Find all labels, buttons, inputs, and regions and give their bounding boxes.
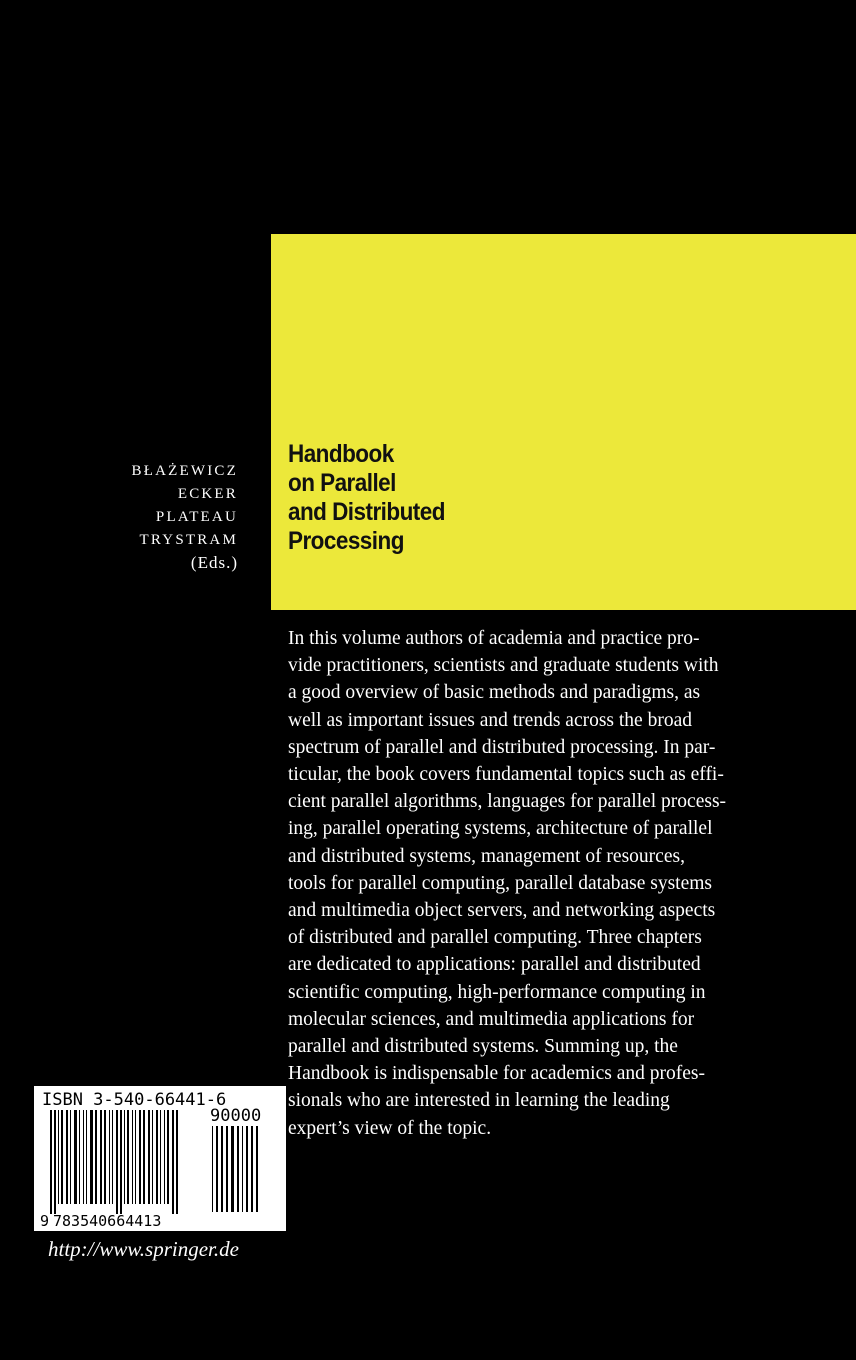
description-line: tools for parallel computing, parallel database systems: [288, 872, 713, 894]
barcode-bar: [58, 1110, 59, 1204]
description-line: cient parallel algorithms, languages for parallel process-: [288, 791, 727, 813]
barcode-bar: [79, 1110, 80, 1204]
barcode-bar: [116, 1110, 118, 1214]
editor-name: TRYSTRAM: [139, 532, 238, 548]
barcode-bar: [246, 1126, 248, 1212]
barcode-bar: [132, 1110, 133, 1204]
book-description: [288, 625, 808, 1142]
barcode-bar: [221, 1126, 223, 1212]
barcode-bar: [74, 1110, 77, 1204]
barcode-bar: [66, 1110, 68, 1204]
publisher-website[interactable]: http://www.springer.de: [48, 1237, 239, 1261]
barcode-bar: [148, 1110, 150, 1204]
description-line: a good overview of basic methods and paradigms, as: [288, 682, 701, 704]
barcode-bar: [70, 1110, 71, 1204]
isbn-barcode: [34, 1086, 286, 1231]
description-line: scientific computing, high-performance computing in: [288, 981, 706, 1003]
title-line: on Parallel: [288, 469, 396, 497]
book-title: [288, 440, 588, 556]
description-line: parallel and distributed systems. Summing up, the: [288, 1036, 678, 1058]
barcode-bar: [251, 1126, 253, 1212]
addon-bars: [212, 1126, 258, 1212]
barcode-bar: [160, 1110, 161, 1204]
barcode-bar: [135, 1110, 136, 1204]
barcode-bar: [83, 1110, 84, 1204]
ean-bars: [50, 1110, 178, 1214]
ean-lead-digit: 9: [40, 1212, 50, 1230]
barcode-bar: [86, 1110, 87, 1204]
description-line: and multimedia object servers, and networking aspects: [288, 900, 716, 922]
barcode-bar: [109, 1110, 110, 1204]
description-line: ing, parallel operating systems, architecture of parallel: [288, 818, 713, 840]
barcode-bar: [95, 1110, 97, 1204]
isbn-text: ISBN 3-540-66441-6: [42, 1090, 227, 1110]
barcode-bar: [226, 1126, 228, 1212]
ean-digits: 783540664413: [53, 1212, 162, 1230]
barcode-bar: [50, 1110, 52, 1214]
barcode-bar: [172, 1110, 174, 1214]
barcode-bar: [231, 1126, 234, 1212]
description-line: sionals who are interested in learning the leading: [288, 1090, 670, 1112]
barcode-bar: [256, 1126, 258, 1212]
barcode-bar: [152, 1110, 153, 1204]
description-line: expert’s view of the topic.: [288, 1117, 492, 1139]
editor-name: ECKER: [177, 486, 238, 502]
description-line: molecular sciences, and multimedia applications for: [288, 1008, 695, 1030]
description-line: Handbook is indispensable for academics and profes-: [288, 1063, 705, 1085]
barcode-bar: [212, 1126, 213, 1212]
barcode-bar: [90, 1110, 93, 1204]
barcode-bar: [124, 1110, 125, 1204]
title-line: and Distributed: [288, 498, 445, 526]
barcode-bar: [156, 1110, 158, 1204]
title-line: Handbook: [288, 440, 394, 468]
description-line: well as important issues and trends across the broad: [288, 709, 692, 731]
barcode-bar: [100, 1110, 102, 1204]
title-line: Processing: [288, 527, 404, 555]
barcode-graphic: [34, 1086, 286, 1231]
price-code-text: 90000: [210, 1106, 262, 1126]
description-line: In this volume authors of academia and practice pro-: [288, 628, 700, 649]
barcode-bar: [139, 1110, 141, 1204]
barcode-bar: [54, 1110, 56, 1214]
barcode-bar: [237, 1126, 239, 1212]
description-line: spectrum of parallel and distributed processing. In par-: [288, 736, 716, 758]
barcode-bar: [120, 1110, 122, 1214]
barcode-bar: [242, 1126, 243, 1212]
barcode-bar: [164, 1110, 165, 1204]
description-line: are dedicated to applications: parallel and distributed: [288, 954, 701, 976]
barcode-bar: [143, 1110, 145, 1204]
barcode-bar: [216, 1126, 218, 1212]
barcode-bar: [176, 1110, 178, 1214]
description-line: ticular, the book covers fundamental topics such as effi-: [288, 764, 724, 786]
barcode-bar: [127, 1110, 129, 1204]
barcode-bar: [104, 1110, 106, 1204]
editor-name: PLATEAU: [155, 509, 238, 525]
editor-role: (Eds.): [190, 553, 238, 572]
barcode-bar: [112, 1110, 113, 1204]
barcode-bar: [167, 1110, 169, 1204]
editor-name: BŁAŻEWICZ: [131, 463, 238, 479]
barcode-bar: [61, 1110, 63, 1204]
description-line: vide practitioners, scientists and graduate students with: [288, 655, 719, 677]
description-line: of distributed and parallel computing. Three chapters: [288, 927, 702, 949]
editors-list: [132, 460, 238, 574]
description-line: and distributed systems, management of resources,: [288, 845, 685, 867]
